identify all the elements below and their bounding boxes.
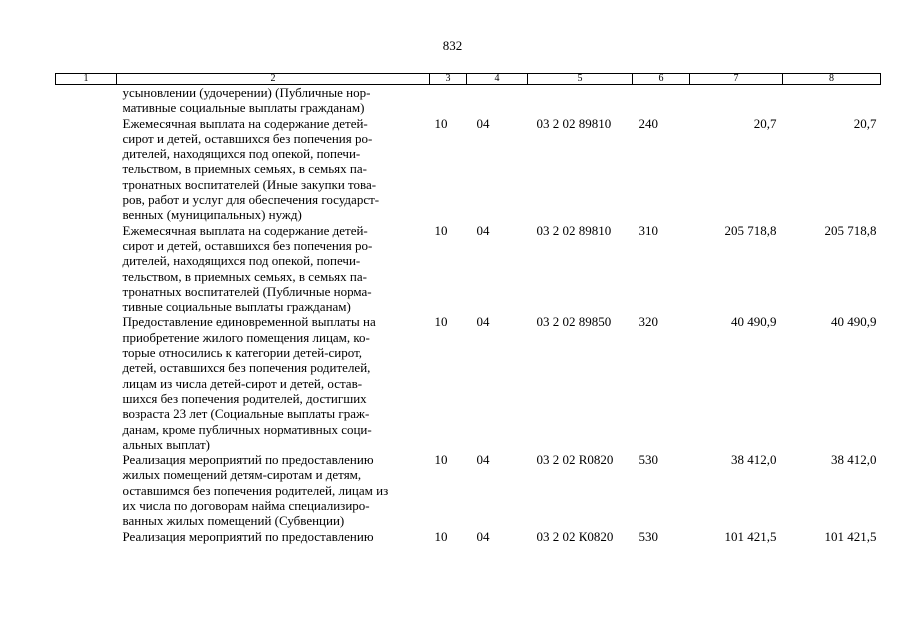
row-description <box>117 452 430 528</box>
row-section: 10 <box>434 452 448 468</box>
table-row <box>56 223 881 315</box>
row-subsection: 04 <box>476 528 490 544</box>
row-subsection <box>467 85 528 116</box>
row-col-1 <box>56 223 117 315</box>
description-line: Реализация мероприятий по предоставлению <box>122 528 374 544</box>
row-amount-col8 <box>783 85 881 116</box>
row-section: 10 <box>434 528 448 544</box>
table-row <box>56 529 881 544</box>
row-target-article: 03 2 02 К0820 <box>536 528 614 544</box>
column-number-header <box>56 74 881 85</box>
description-line: венных (муниципальных) нужд) <box>122 207 302 223</box>
description-line: приобретение жилого помещения лицам, ко- <box>122 329 370 345</box>
row-col-1 <box>56 452 117 528</box>
table-row <box>56 116 881 223</box>
row-expense-type: 530 <box>638 452 658 468</box>
description-line: Реализация мероприятий по предоставлению <box>122 452 374 468</box>
row-target-article: 03 2 02 89810 <box>536 222 612 238</box>
column-header-4: 4 <box>467 74 528 85</box>
row-description <box>117 116 430 223</box>
row-target-article: 03 2 02 R0820 <box>536 452 614 468</box>
description-line: оставшимся без попечения родителей, лицам из <box>122 482 389 498</box>
table-body <box>56 85 881 544</box>
row-amount-col7: 20,7 <box>753 115 777 131</box>
column-header-2: 2 <box>117 74 430 85</box>
description-line: ров, работ и услуг для обеспечения государст- <box>122 192 380 208</box>
description-line: возраста 23 лет (Социальные выплаты граж- <box>122 406 370 422</box>
description-line: Ежемесячная выплата на содержание детей- <box>122 115 368 131</box>
row-description <box>117 314 430 452</box>
description-line: данам, кроме публичных нормативных соци- <box>122 421 372 437</box>
table-row <box>56 314 881 452</box>
row-expense-type: 310 <box>638 222 658 238</box>
budget-table <box>55 73 881 544</box>
row-expense-type <box>633 85 690 116</box>
column-header-5: 5 <box>528 74 633 85</box>
row-subsection: 04 <box>476 314 490 330</box>
description-line: тронатных воспитателей (Публичные норма- <box>122 283 372 299</box>
row-amount-col7: 101 421,5 <box>724 528 777 544</box>
row-target-article <box>528 85 633 116</box>
row-description <box>117 223 430 315</box>
row-col-1 <box>56 85 117 116</box>
row-expense-type: 320 <box>638 314 658 330</box>
row-amount-col8: 40 490,9 <box>831 314 877 330</box>
description-line: усыновлении (удочерении) (Публичные нор- <box>122 85 371 100</box>
row-section: 10 <box>434 222 448 238</box>
row-col-1 <box>56 314 117 452</box>
row-section <box>430 85 467 116</box>
row-description <box>117 85 430 116</box>
row-amount-col7: 205 718,8 <box>724 222 777 238</box>
row-col-1 <box>56 529 117 544</box>
row-section: 10 <box>434 115 448 131</box>
row-section: 10 <box>434 314 448 330</box>
row-amount-col8: 38 412,0 <box>831 452 877 468</box>
description-line: тельством, в приемных семьях, в семьях па- <box>122 161 367 177</box>
row-amount-col8: 101 421,5 <box>824 528 877 544</box>
row-col-1 <box>56 116 117 223</box>
description-line: альных выплат) <box>122 436 211 452</box>
row-target-article: 03 2 02 89810 <box>536 115 612 131</box>
description-line: тельством, в приемных семьях, в семьях па- <box>122 268 367 284</box>
column-header-6: 6 <box>633 74 690 85</box>
table-row <box>56 452 881 528</box>
description-line: их числа по договорам найма специализиро- <box>122 498 370 514</box>
description-line: лицам из числа детей-сирот и детей, остав- <box>122 375 363 391</box>
description-line: мативные социальные выплаты гражданам) <box>122 100 365 116</box>
description-line: Ежемесячная выплата на содержание детей- <box>122 222 368 238</box>
row-target-article: 03 2 02 89850 <box>536 314 612 330</box>
description-line: тивные социальные выплаты гражданам) <box>122 299 351 315</box>
column-header-7: 7 <box>690 74 783 85</box>
description-line: детей, оставшихся без попечения родителей, <box>122 360 371 376</box>
description-line: сирот и детей, оставшихся без попечения ро- <box>122 130 373 146</box>
column-header-3: 3 <box>430 74 467 85</box>
row-subsection: 04 <box>476 115 490 131</box>
description-line: ванных жилых помещений (Субвенции) <box>122 513 345 529</box>
description-line: сирот и детей, оставшихся без попечения ро- <box>122 237 373 253</box>
description-line: дителей, находящихся под опекой, попечи- <box>122 253 361 269</box>
description-line: Предоставление единовременной выплаты на <box>122 314 376 330</box>
page-number: 832 <box>442 38 463 53</box>
description-line: дителей, находящихся под опекой, попечи- <box>122 146 361 162</box>
row-amount-col7 <box>690 85 783 116</box>
row-subsection: 04 <box>476 222 490 238</box>
row-expense-type: 240 <box>638 115 658 131</box>
row-subsection: 04 <box>476 452 490 468</box>
row-amount-col8: 205 718,8 <box>824 222 877 238</box>
row-amount-col7: 40 490,9 <box>731 314 777 330</box>
description-line: жилых помещений детям-сиротам и детям, <box>122 467 362 483</box>
description-line: торые относились к категории детей-сирот, <box>122 345 363 361</box>
row-amount-col8: 20,7 <box>853 115 877 131</box>
row-amount-col7: 38 412,0 <box>731 452 777 468</box>
description-line: шихся без попечения родителей, достигших <box>122 390 367 406</box>
row-description <box>117 529 430 544</box>
table-row <box>56 85 881 116</box>
column-header-8: 8 <box>783 74 881 85</box>
row-expense-type: 530 <box>638 528 658 544</box>
description-line: тронатных воспитателей (Иные закупки това- <box>122 176 377 192</box>
column-header-1: 1 <box>56 74 117 85</box>
